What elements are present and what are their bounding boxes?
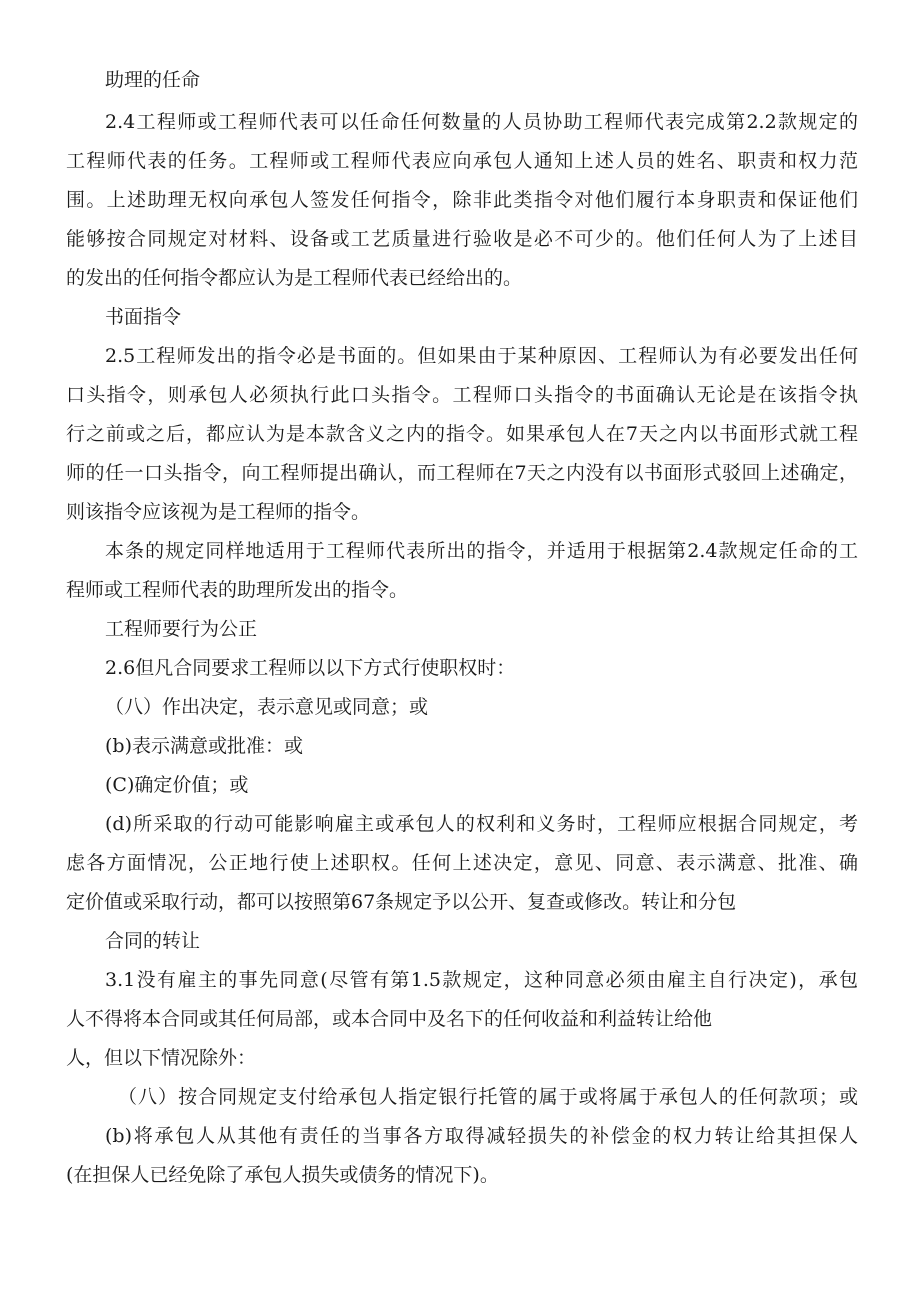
paragraph-applies-line: 本条的规定同样地适用于工程师代表所出的指令，并适用于根据第2.4款规定任命的工 xyxy=(105,540,858,562)
clause-2-4-line: 2.4工程师或工程师代表可以任命任何数量的人员协助工程师代表完成第2.2款规定的 xyxy=(105,111,858,133)
clause-3-1-line: 人不得将本合同或其任何局部，或本合同中及名下的任何收益和利益转让给他 xyxy=(66,1008,713,1030)
heading-impartiality: 工程师要行为公正 xyxy=(105,618,258,640)
clause-2-5-line: 2.5工程师发出的指令必是书面的。但如果由于某种原因、工程师认为有必要发出任何 xyxy=(105,345,858,367)
clause-2-5-line: 师的任一口头指令，向工程师提出确认，而工程师在7天之内没有以书面形式驳回上述确定， xyxy=(66,462,858,484)
clause-2-4-line: 能够按合同规定对材料、设备或工艺质量进行验收是必不可少的。他们任何人为了上述目 xyxy=(66,228,858,250)
clause-3-1-line: 3.1没有雇主的事先同意(尽管有第1.5款规定，这种同意必须由雇主自行决定)，承包 xyxy=(105,969,858,991)
exception-item-b-line: (在担保人已经免除了承包人损失或债务的情况下)。 xyxy=(66,1164,499,1186)
clause-2-5-line: 行之前或之后，都应认为是本款含义之内的指令。如果承包人在7天之内以书面形式就工程 xyxy=(66,423,858,445)
clause-2-4-line: 围。上述助理无权向承包人签发任何指令，除非此类指令对他们履行本身职责和保证他们 xyxy=(66,189,858,211)
clause-3-1-line: 人，但以下情况除外： xyxy=(66,1047,257,1069)
clause-2-6-intro: 2.6但凡合同要求工程师以以下方式行使职权时： xyxy=(105,657,516,679)
heading-written-instructions: 书面指令 xyxy=(105,306,182,328)
clause-2-4-line: 工程师代表的任务。工程师或工程师代表应向承包人通知上述人员的姓名、职责和权力范 xyxy=(66,150,858,172)
list-item-d-line: (d)所采取的行动可能影响雇主或承包人的权利和义务时，工程师应根据合同规定，考 xyxy=(105,813,858,835)
paragraph-applies-line: 程师或工程师代表的助理所发出的指令。 xyxy=(66,579,409,601)
exception-item-a: （八）按合同规定支付给承包人指定银行托管的属于或将属于承包人的任何款项；或 xyxy=(118,1086,858,1108)
clause-2-4-line: 的发出的任何指令都应认为是工程师代表已经给出的。 xyxy=(66,267,523,289)
list-item-d-line: 虑各方面情况，公正地行使上述职权。任何上述决定，意见、同意、表示满意、批准、确 xyxy=(66,852,858,874)
list-item-a: （八）作出决定，表示意见或同意；或 xyxy=(105,696,429,718)
clause-2-5-line: 口头指令，则承包人必须执行此口头指令。工程师口头指令的书面确认无论是在该指令执 xyxy=(66,384,858,406)
exception-item-b-line: (b)将承包人从其他有责任的当事各方取得减轻损失的补偿金的权力转让给其担保人 xyxy=(105,1125,858,1147)
heading-assignment: 合同的转让 xyxy=(105,930,201,952)
list-item-b: (b)表示满意或批准：或 xyxy=(105,735,303,757)
clause-2-5-line: 则该指令应该视为是工程师的指令。 xyxy=(66,501,371,523)
heading-assistant-appointment: 助理的任命 xyxy=(105,69,201,91)
list-item-c: (C)确定价值；或 xyxy=(105,774,249,796)
list-item-d-line: 定价值或采取行动，都可以按照第67条规定予以公开、复查或修改。转让和分包 xyxy=(66,891,737,913)
